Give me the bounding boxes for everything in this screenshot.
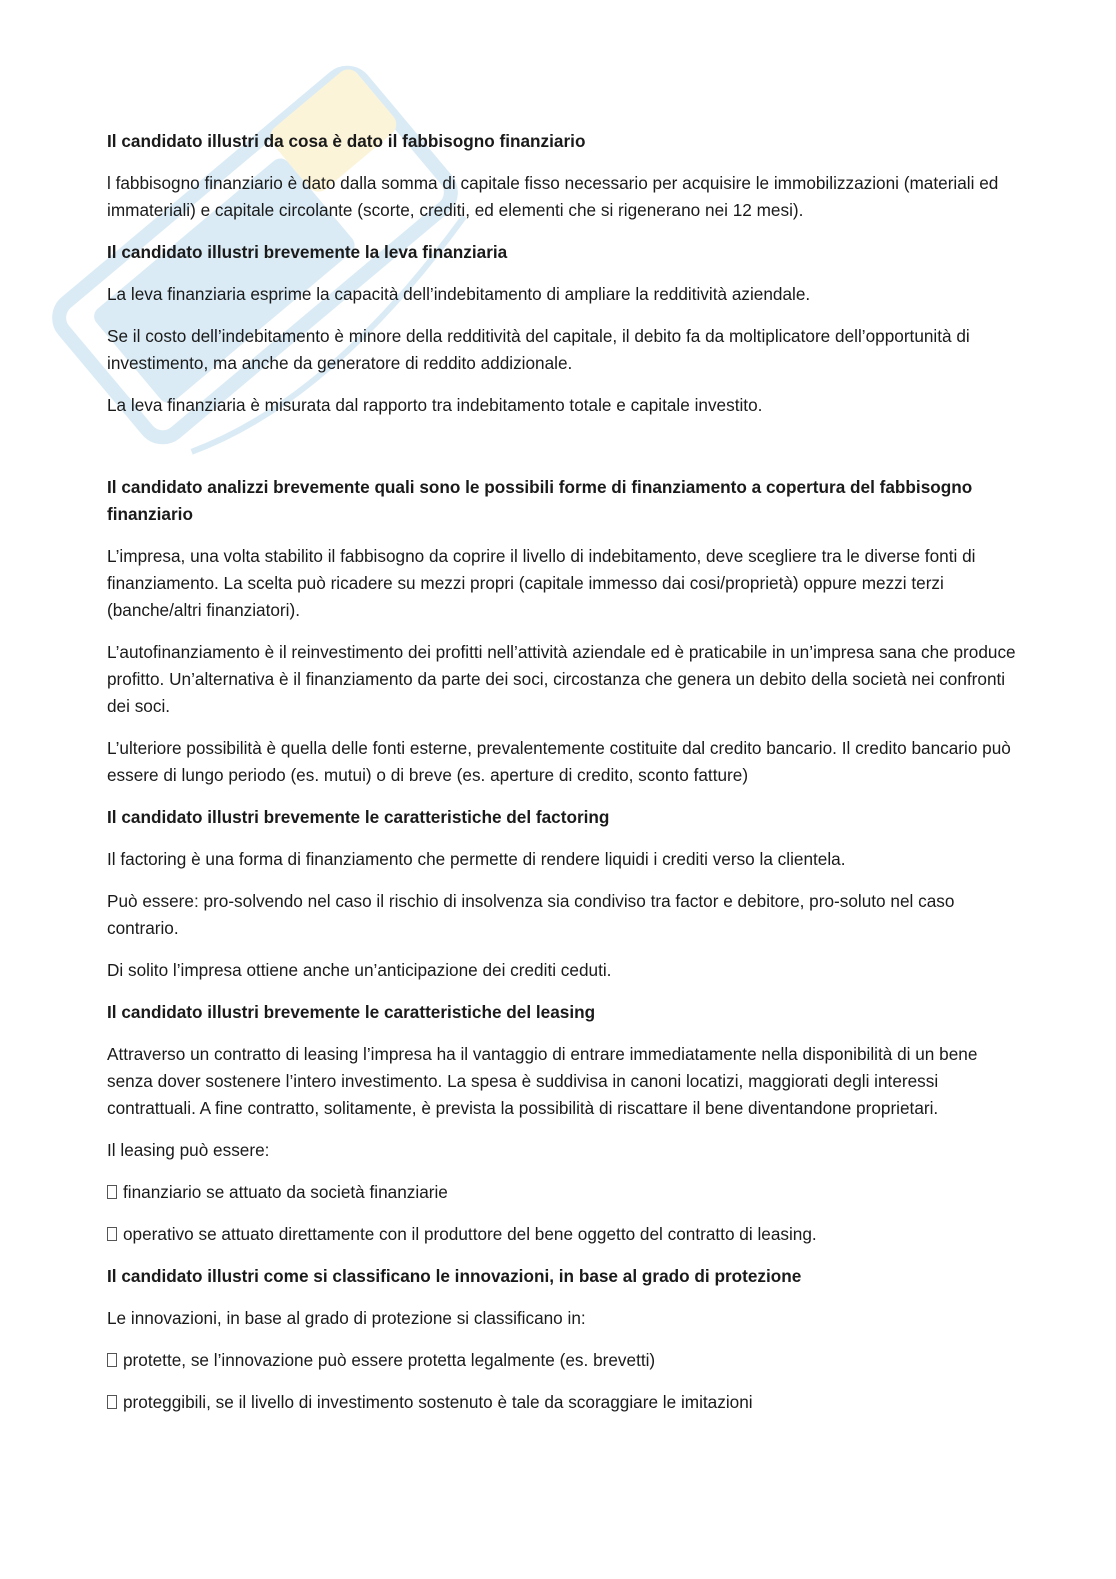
bullet-glyph-icon	[107, 1353, 117, 1367]
paragraph: Il leasing può essere:	[107, 1140, 270, 1160]
question-heading: Il candidato illustri brevemente le caratteristiche del factoring	[107, 807, 610, 827]
document-body	[107, 128, 1017, 1431]
bullet-glyph-icon	[107, 1395, 117, 1409]
paragraph: Attraverso un contratto di leasing l’impresa ha il vantaggio di entrare immediatamente nella disponibilità di un bene senza dover sostenere l’intero investimento. La spesa è suddivisa in canoni locatizi, maggiorati degli interessi contrattuali. A fine contratto, solitamente, è prevista la possibilità di riscattare il bene diventandone proprietari.	[107, 1044, 978, 1118]
bullet-glyph-icon	[107, 1185, 117, 1199]
paragraph: L’autofinanziamento è il reinvestimento dei profitti nell’attività aziendale ed è praticabile in un’impresa sana che produce profitto. Un’alternativa è il finanziamento da parte dei soci, circostanza che genera un debito della società nei confronti dei soci.	[107, 642, 1016, 716]
paragraph: L’impresa, una volta stabilito il fabbisogno da coprire il livello di indebitamento, deve scegliere tra le diverse fonti di finanziamento. La scelta può ricadere su mezzi propri (capitale immesso dai cosi/proprietà) oppure mezzi terzi (banche/altri finanziatori).	[107, 546, 976, 620]
list-item	[107, 1389, 1017, 1416]
paragraph: Può essere: pro-solvendo nel caso il rischio di insolvenza sia condiviso tra factor e debitore, pro-soluto nel caso contrario.	[107, 891, 955, 938]
question-heading: Il candidato illustri come si classificano le innovazioni, in base al grado di protezione	[107, 1266, 802, 1286]
bullet-glyph-icon	[107, 1227, 117, 1241]
paragraph: L’ulteriore possibilità è quella delle fonti esterne, prevalentemente costituite dal credito bancario. Il credito bancario può essere di lungo periodo (es. mutui) o di breve (es. aperture di credito, sconto fatture)	[107, 738, 1011, 785]
list-item	[107, 1221, 1017, 1248]
paragraph: Se il costo dell’indebitamento è minore della redditività del capitale, il debito fa da moltiplicatore dell’opportunità di investimento, ma anche da generatore di reddito addizionale.	[107, 326, 970, 373]
question-heading: Il candidato illustri brevemente la leva finanziaria	[107, 242, 508, 262]
spacer	[107, 434, 1017, 474]
paragraph: La leva finanziaria è misurata dal rapporto tra indebitamento totale e capitale investito.	[107, 395, 763, 415]
paragraph: Il factoring è una forma di finanziamento che permette di rendere liquidi i crediti verso la clientela.	[107, 849, 846, 869]
paragraph: l fabbisogno finanziario è dato dalla somma di capitale fisso necessario per acquisire le immobilizzazioni (materiali ed immateriali) e capitale circolante (scorte, crediti, ed elementi che si rigenerano nei 12 mesi).	[107, 173, 999, 220]
list-item-text: protette, se l’innovazione può essere protetta legalmente (es. brevetti)	[123, 1350, 656, 1370]
list-item	[107, 1347, 1017, 1374]
list-item	[107, 1179, 1017, 1206]
list-item-text: proteggibili, se il livello di investimento sostenuto è tale da scoraggiare le imitazioni	[123, 1392, 753, 1412]
question-heading: Il candidato illustri brevemente le caratteristiche del leasing	[107, 1002, 596, 1022]
list-item-text: finanziario se attuato da società finanziarie	[123, 1182, 448, 1202]
question-heading: Il candidato analizzi brevemente quali sono le possibili forme di finanziamento a copertura del fabbisogno finanziario	[107, 477, 973, 524]
list-item-text: operativo se attuato direttamente con il produttore del bene oggetto del contratto di leasing.	[123, 1224, 817, 1244]
paragraph: Di solito l’impresa ottiene anche un’anticipazione dei crediti ceduti.	[107, 960, 612, 980]
paragraph: La leva finanziaria esprime la capacità dell’indebitamento di ampliare la redditività aziendale.	[107, 284, 811, 304]
paragraph: Le innovazioni, in base al grado di protezione si classificano in:	[107, 1308, 586, 1328]
question-heading: Il candidato illustri da cosa è dato il fabbisogno finanziario	[107, 131, 586, 151]
